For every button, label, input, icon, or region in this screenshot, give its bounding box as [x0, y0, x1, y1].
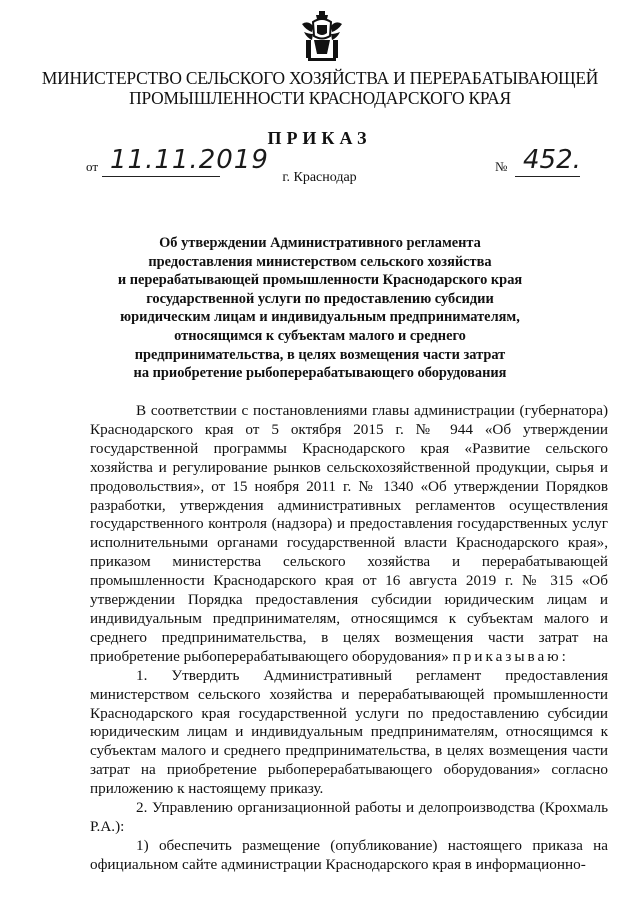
- item-2-paragraph: 2. Управлению организационной работы и делопроизводства (Крохмаль Р.А.):: [90, 799, 608, 835]
- city: г. Краснодар: [282, 170, 357, 185]
- document-type: ПРИКАЗ: [267, 128, 372, 148]
- item-1-paragraph: 1. Утвердить Административный регламент предоставления министерством сельского хозяйства и перерабатывающей промышленности Краснодарского края государственной услуги по предоставлению субсидии юридическим лицам и индивидуальным предпринимателям, относящимся к субъектам малого и среднего предпринимательства, в целях возмещения части затрат на приобретение рыбоперерабатывающего оборудования» согласно приложению к настоящему приказу.: [90, 666, 608, 798]
- date-value: 11.11.2019: [110, 145, 269, 175]
- coat-of-arms-emblem: [300, 10, 344, 64]
- title-line: относящимся к субъектам малого и среднего: [174, 327, 466, 344]
- number-prefix: №: [495, 159, 508, 174]
- title-line: предпринимательства, в целях возмещения части затрат: [134, 346, 506, 363]
- item-2-1-paragraph: 1) обеспечить размещение (опубликование) настоящего приказа на официальном сайте администрации Краснодарского края в информационно-: [90, 836, 608, 873]
- number-value: 452.: [523, 145, 581, 175]
- title-line: предоставления министерством сельского хозяйства: [148, 253, 492, 270]
- ministry-name-line1: МИНИСТЕРСТВО СЕЛЬСКОГО ХОЗЯЙСТВА И ПЕРЕРАБАТЫВАЮЩЕЙ: [41, 68, 599, 88]
- ministry-name: [40, 68, 600, 108]
- ministry-name-line2: ПРОМЫШЛЕННОСТИ КРАСНОДАРСКОГО КРАЯ: [129, 88, 511, 108]
- title-line: юридическим лицам и индивидуальным предпринимателям,: [120, 309, 520, 326]
- preamble-text: В соответствии с постановлениями главы администрации (губернатора) Краснодарского края от 5 октября 2015 г. № 944 «Об утверждении государственной программы Краснодарского края «Развитие сельского хозяйства и регулирование рынков сельскохозяйственной продукции, сырья и продовольствия», от 15 ноября 2011 г. № 1340 «Об утверждении Порядков разработки, утверждения административных регламентов осуществления государственного контроля (надзора) и предоставления государственных услуг исполнительными органами государственной власти Краснодарского края», приказом министерства сельского хозяйства и перерабатывающей промышленности Краснодарского края от 16 августа 2019 г. № 315 «Об утверждении Порядка предоставления субсидии юридическим лицам и индивидуальным предпринимателям, относящимся к субъектам малого и среднего предпринимательства, в целях возмещения части затрат на приобретение рыбоперерабатывающего оборудования»: [90, 402, 608, 665]
- order-word: приказываю:: [452, 647, 569, 665]
- title-line: государственной услуги по предоставлению субсидии: [146, 290, 494, 307]
- order-body: [90, 402, 608, 875]
- date-prefix: от: [86, 159, 99, 174]
- title-line: на приобретение рыбоперерабатывающего оборудования: [133, 365, 507, 382]
- title-line: и перерабатывающей промышленности Краснодарского края: [117, 272, 523, 289]
- preamble-paragraph: [90, 402, 608, 667]
- title-line: Об утверждении Административного регламента: [159, 235, 481, 251]
- order-title: [110, 234, 530, 383]
